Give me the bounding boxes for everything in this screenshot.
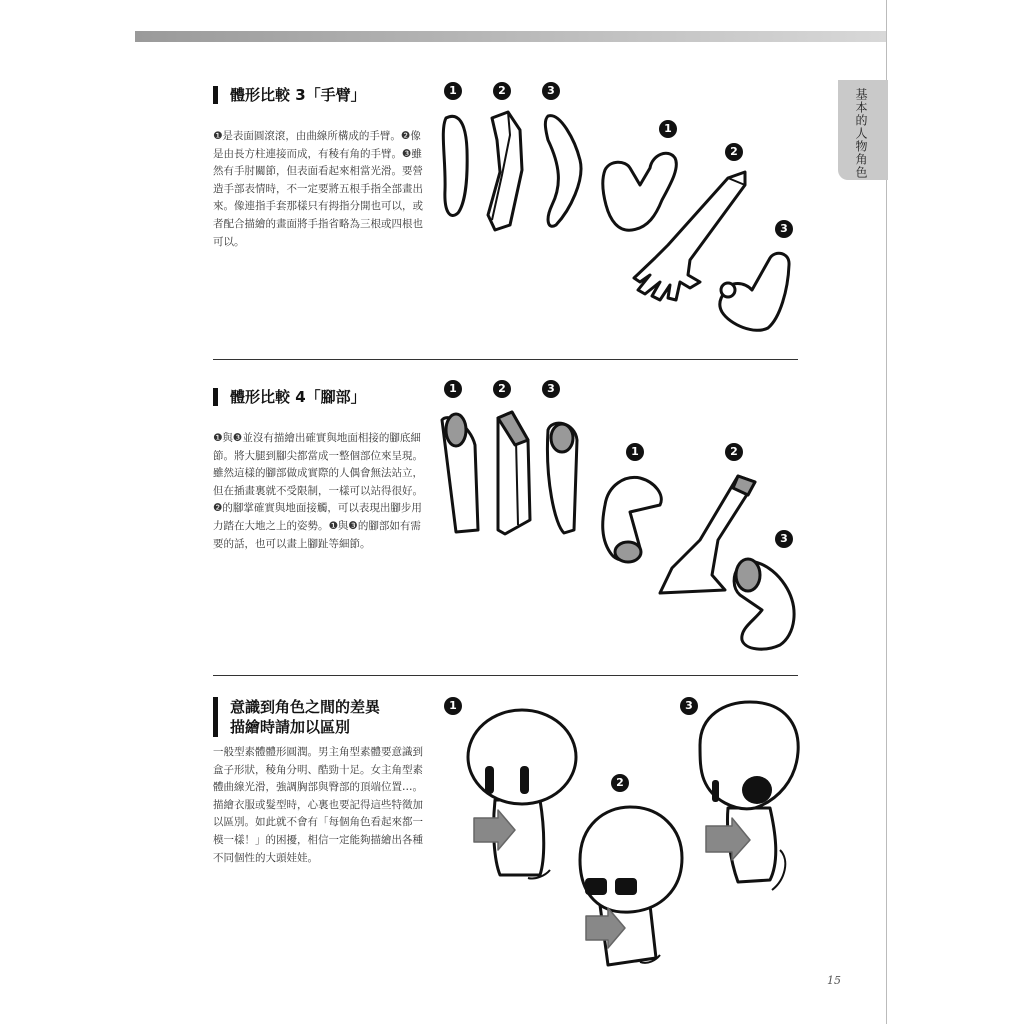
label-character-2: 2 [611,774,629,792]
label-leg-pose-2: 2 [725,443,743,461]
chapter-side-tab-label: 基本的人物角色 [854,88,868,179]
section-body-characters: 一般型素體體形圓潤。男主角型素體要意識到盒子形狀，稜角分明、酷勁十足。女主角型素體曲線光滑，強調胸部與臀部的頂端位置…。描繪衣服或髮型時，心裏也要記得這些特徵加以區別。如此就不會有「每個角色看起來都一模一樣！」的困擾，相信一定能夠描繪出各種不同個性的大頭娃娃。 [213,746,423,864]
label-arm-shape-3: 3 [542,82,560,100]
page-number: 15 [827,974,841,987]
label-leg-shape-3: 3 [542,380,560,398]
label-character-3: 3 [680,697,698,715]
label-arm-shape-2: 2 [493,82,511,100]
section-title-line-1: 意識到角色之間的差異 [230,698,381,716]
section-title-line-2: 描繪時請加以區別 [230,718,351,736]
label-character-1: 1 [444,697,462,715]
label-leg-shape-2: 2 [493,380,511,398]
label-arm-pose-1: 1 [659,120,677,138]
label-leg-pose-1: 1 [626,443,644,461]
section-body-legs: ❶與❸並沒有描繪出確實與地面相接的腳底細節。將大腿到腳尖都當成一整個部位來呈現。雖然這樣的腳部做成實際的人偶會無法站立，但在插畫裏就不受限制，一樣可以站得很好。❷的腳掌確實與地面接觸，可以表現出腳步用力踏在大地之上的姿勢。❶與❸的腳部如有需要的話，也可以畫上腳趾等細節。 [213,432,423,550]
label-arm-shape-1: 1 [444,82,462,100]
section-title-arms: 體形比較 3「手臂」 [213,86,366,104]
label-arm-pose-3: 3 [775,220,793,238]
label-arm-pose-2: 2 [725,143,743,161]
section-body-arms: ❶是表面圓滾滾，由曲線所構成的手臂。❷像是由長方柱連接而成，有稜有角的手臂。❸雖然有手肘關節，但表面看起來相當光滑。要營造手部表情時，不一定要將五根手指全部畫出來。像連指手套那樣只有拇指分開也可以，或者配合描繪的畫面將手指省略為三根或四根也可以。 [213,130,423,248]
label-leg-pose-3: 3 [775,530,793,548]
label-leg-shape-1: 1 [444,380,462,398]
section-title-legs: 體形比較 4「腳部」 [213,388,366,406]
